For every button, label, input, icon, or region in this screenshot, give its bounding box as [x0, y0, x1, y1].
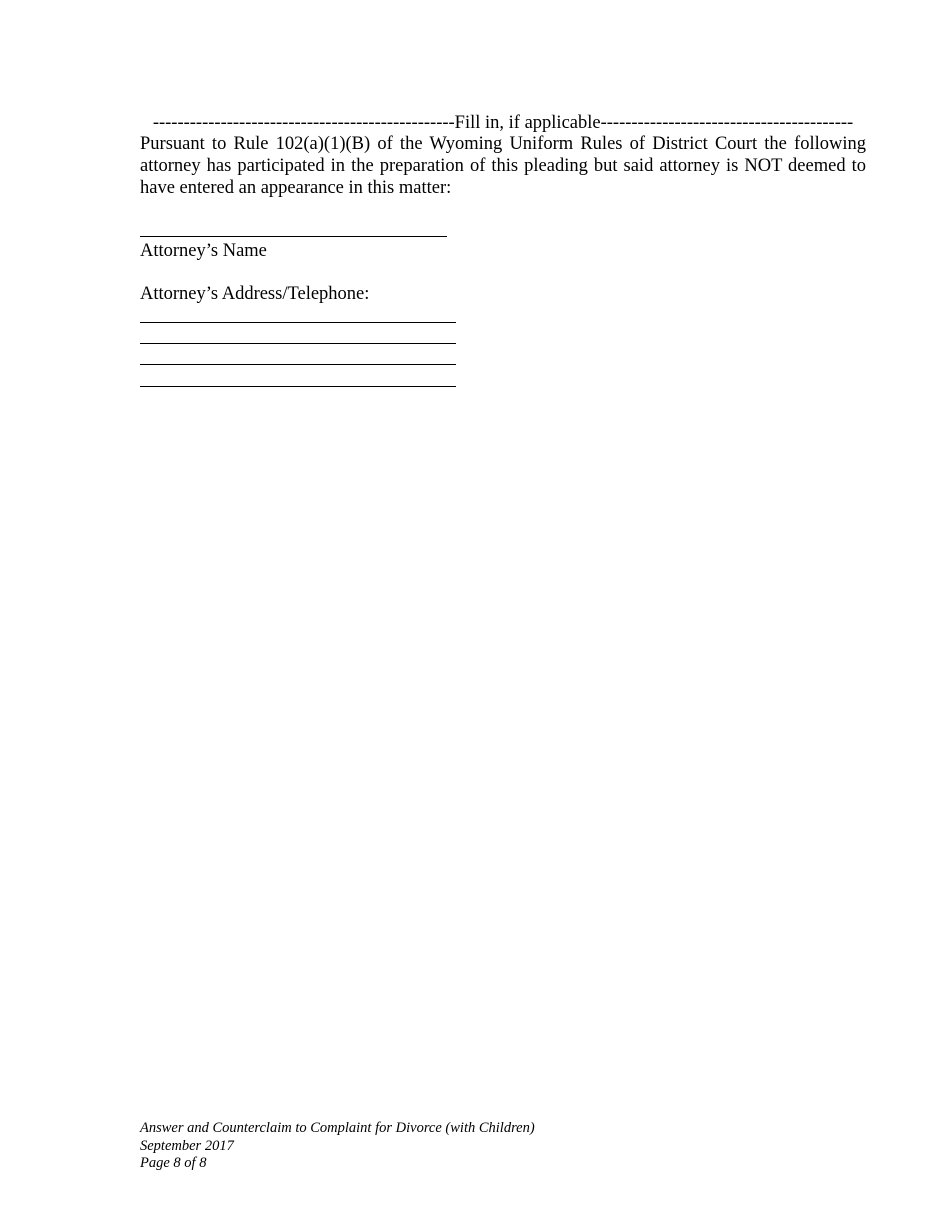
footer-document-title: Answer and Counterclaim to Complaint for Divorce (with Children) [140, 1120, 535, 1136]
attorney-address-label: Attorney’s Address/Telephone: [140, 284, 370, 304]
page-footer [140, 1120, 535, 1173]
attorney-address-blank-line[interactable] [140, 322, 456, 323]
footer-date: September 2017 [140, 1137, 234, 1154]
attorney-address-blank-line[interactable] [140, 364, 456, 365]
fill-in-if-applicable-heading: -------------------------------------------------Fill in, if applicable----------------------------------------- [152, 113, 854, 133]
attorney-name-blank-line[interactable] [140, 236, 447, 237]
attorney-name-label: Attorney’s Name [140, 241, 267, 261]
attorney-address-blank-line[interactable] [140, 386, 456, 387]
rule-102-paragraph: Pursuant to Rule 102(a)(1)(B) of the Wyoming Uniform Rules of District Court the following attorney has participated in the preparation of this pleading but said attorney is NOT deemed to have entered an appearance in this matter: [140, 134, 866, 198]
attorney-address-blank-line[interactable] [140, 343, 456, 344]
footer-page-number: Page 8 of 8 [140, 1155, 207, 1171]
